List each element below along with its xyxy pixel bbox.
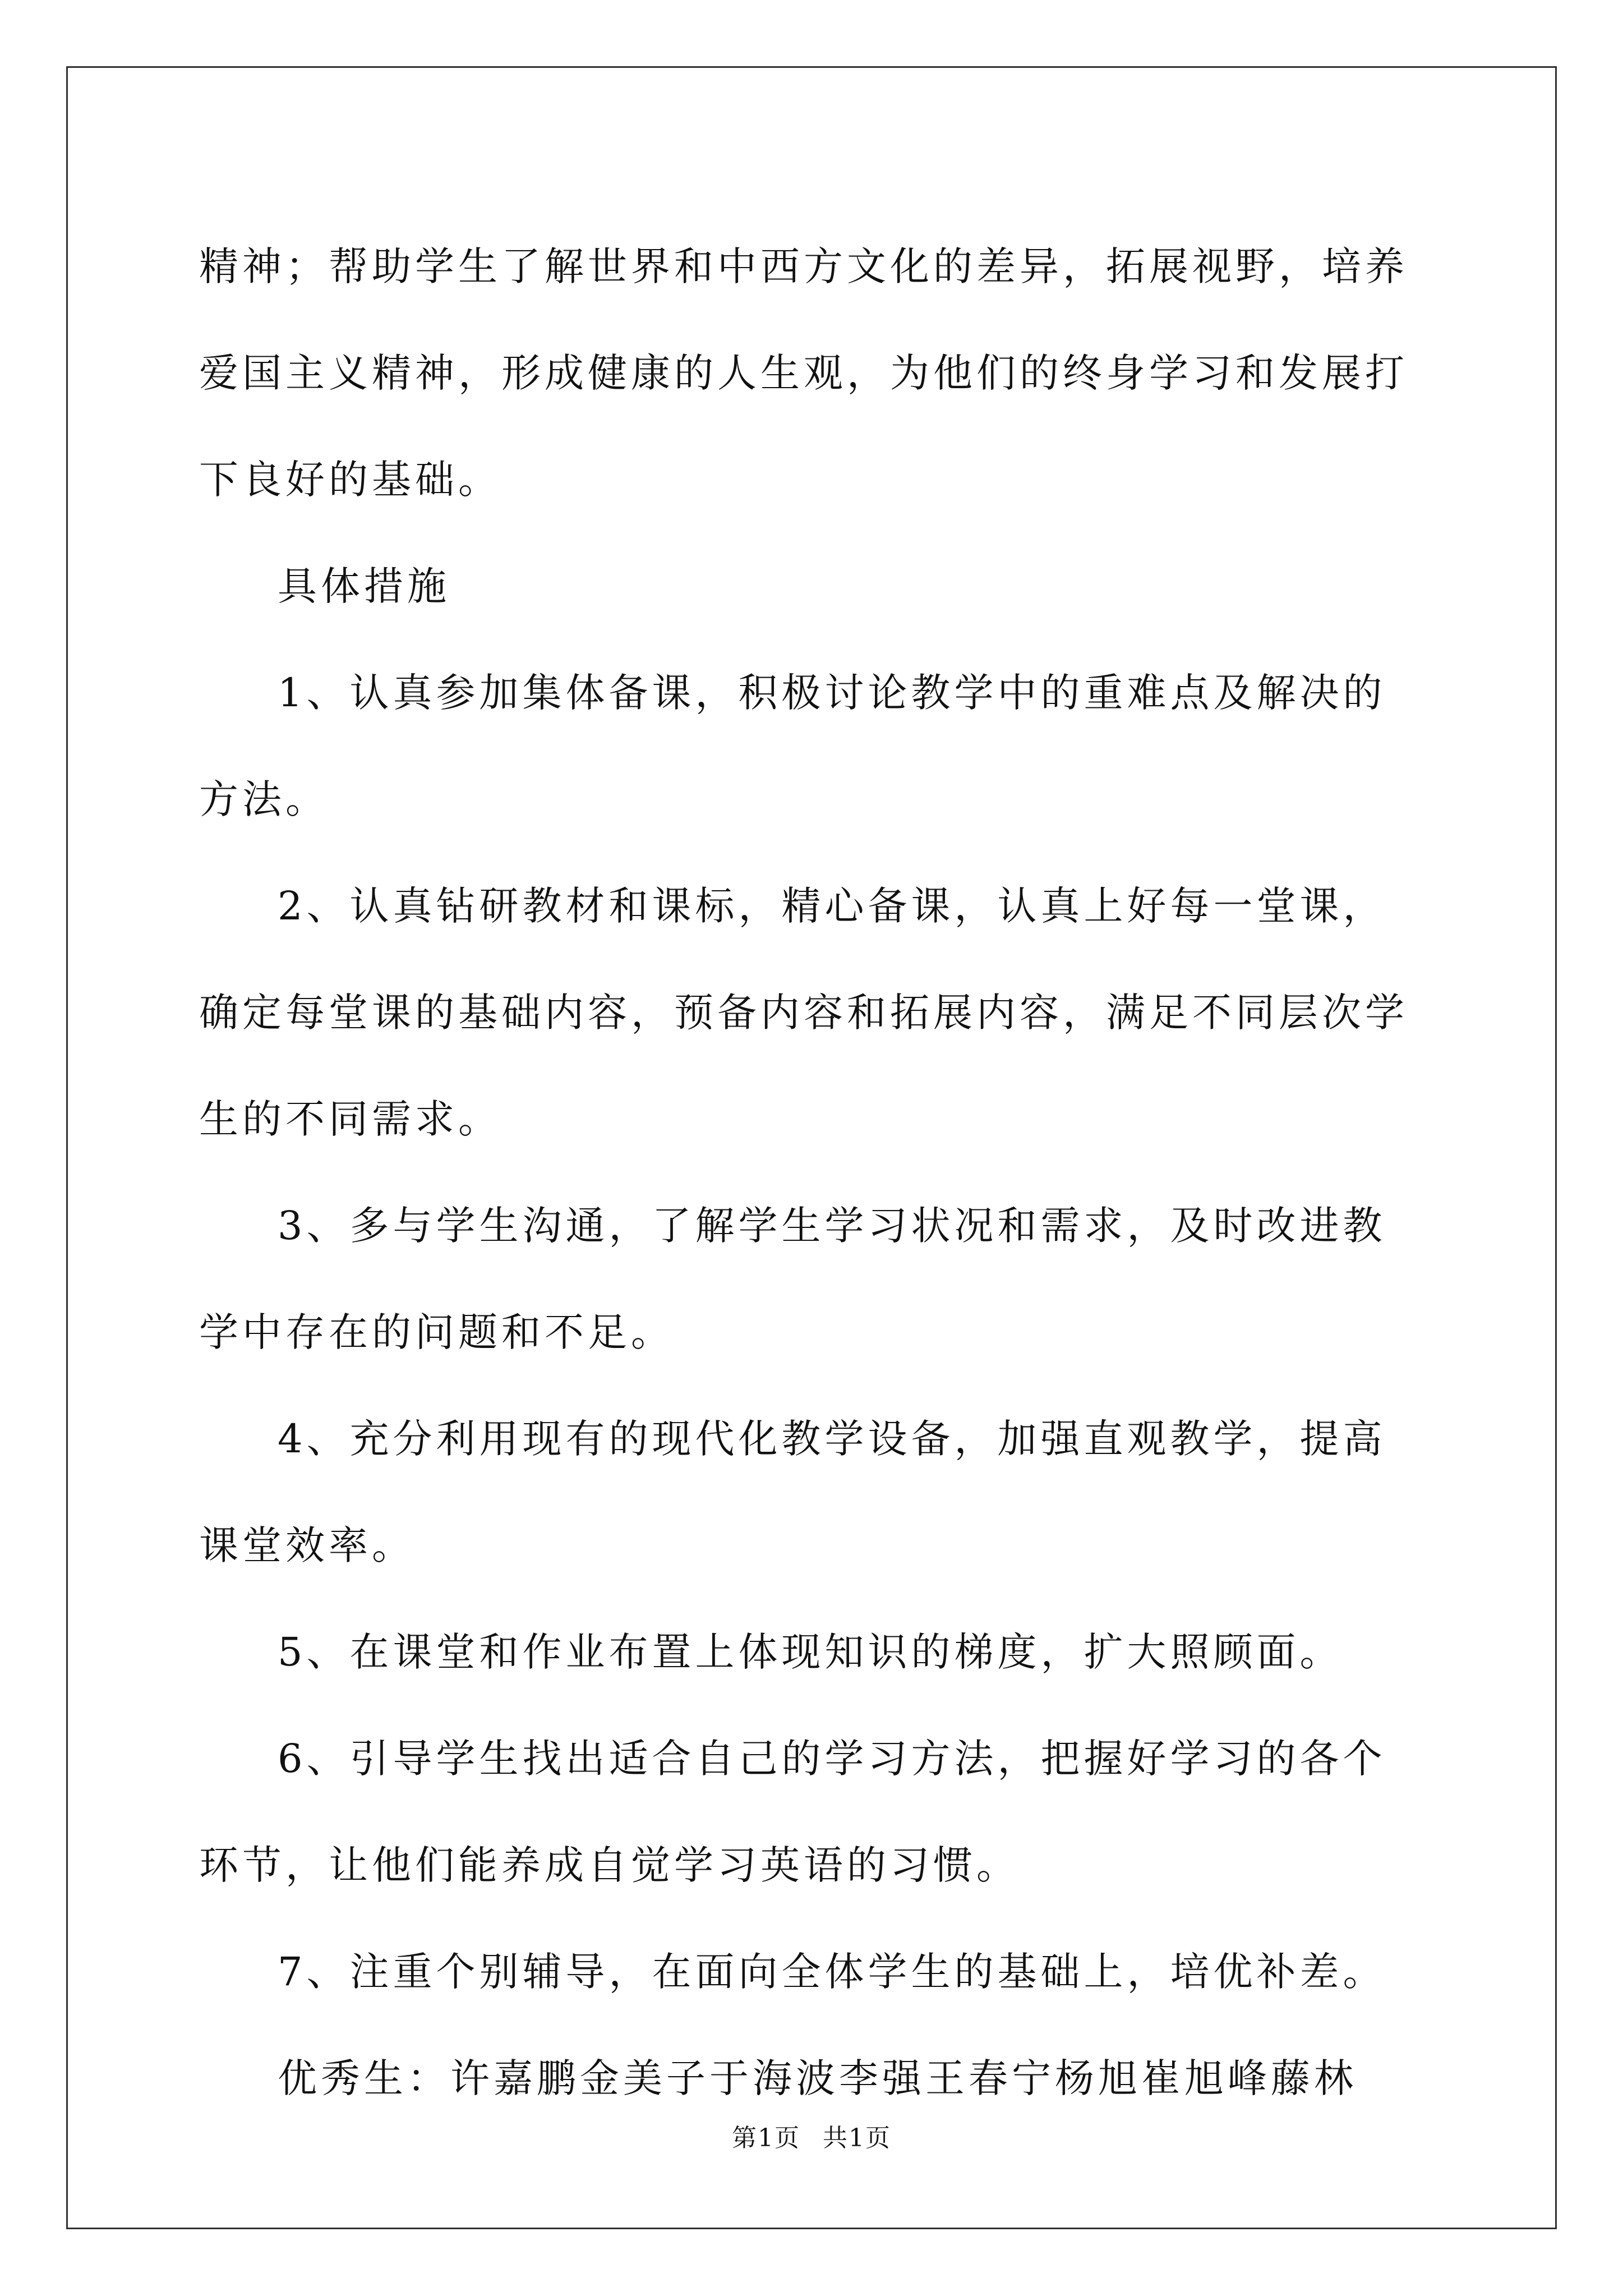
- page-number-current: 第1页: [732, 2124, 800, 2152]
- list-item: 1、认真参加集体备课，积极讨论教学中的重难点及解决的方法。: [199, 670, 1386, 822]
- list-item: 2、认真钻研教材和课标，精心备课，认真上好每一堂课，确定每堂课的基础内容，预备内容和拓展内容，满足不同层次学生的不同需求。: [199, 883, 1408, 1142]
- list-item: 4、充分利用现有的现代化教学设备，加强直观教学，提高课堂效率。: [199, 1416, 1386, 1568]
- page-footer: [0, 2118, 1623, 2154]
- list-item: 5、在课堂和作业布置上体现知识的梯度，扩大照顾面。: [278, 1629, 1343, 1675]
- list-item: 6、引导学生找出适合自己的学习方法，把握好学习的各个环节，让他们能养成自觉学习英语的习惯。: [199, 1736, 1386, 1888]
- document-body: [199, 213, 1427, 2132]
- paragraph-intro-continuation: 精神；帮助学生了解世界和中西方文化的差异，拓展视野，培养爱国主义精神，形成健康的人生观，为他们的终身学习和发展打下良好的基础。: [199, 243, 1408, 503]
- list-item: 3、多与学生沟通，了解学生学习状况和需求，及时改进教学中存在的问题和不足。: [199, 1203, 1386, 1355]
- excellent-students-line: 优秀生：许嘉鹏金美子于海波李强王春宁杨旭崔旭峰藤林: [278, 2055, 1357, 2101]
- list-item: 7、注重个别辅导，在面向全体学生的基础上，培优补差。: [278, 1949, 1386, 1995]
- section-heading-measures: 具体措施: [278, 563, 450, 609]
- page-number-total: 共1页: [823, 2124, 891, 2152]
